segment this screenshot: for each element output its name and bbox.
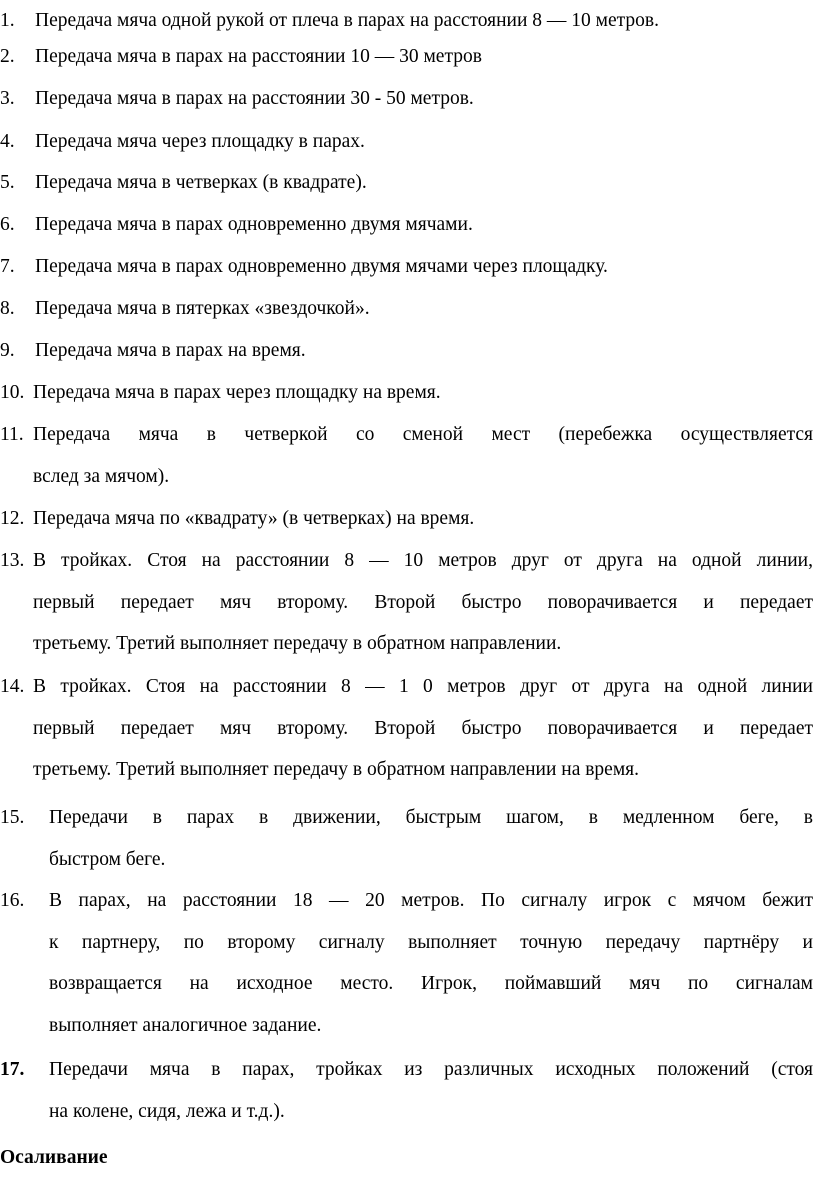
list-number: 5. [0, 172, 15, 193]
text-line: Передача мяча одной рукой от плеча в парах на расстоянии 8 — 10 метров. [35, 10, 660, 31]
text-line: Передача мяча в парах на расстоянии 10 — 30 метров [35, 46, 482, 67]
list-item-text [49, 1049, 813, 1132]
list-number: 1. [0, 10, 15, 31]
text-line: Передачи мяча в парах, тройках из различных исходных положений (стоя [49, 1059, 813, 1080]
list-number: 4. [0, 131, 15, 152]
text-line: Передачи в парах в движении, быстрым шагом, в медленном беге, в [49, 807, 813, 828]
list-item-text [33, 498, 813, 540]
list-number: 14. [0, 676, 25, 697]
text-line: Передача мяча по «квадрату» (в четверках) на время. [33, 508, 475, 529]
list-number: 17. [0, 1059, 25, 1080]
list-number: 10. [0, 382, 25, 403]
text-line: В парах, на расстоянии 18 — 20 метров. По сигналу игрок с мячом бежит [49, 890, 813, 911]
list-number: 16. [0, 890, 25, 911]
list-number: 8. [0, 298, 15, 319]
list-number: 7. [0, 256, 15, 277]
list-number: 12. [0, 508, 25, 529]
text-line: быстром беге. [49, 848, 166, 870]
text-line: В тройках. Стоя на расстоянии 8 — 1 0 метров друг от друга на одной линии [33, 676, 813, 697]
list-item-text [49, 797, 813, 880]
list-item-text [33, 372, 813, 414]
text-line: третьему. Третий выполняет передачу в обратном направлении на время. [33, 759, 640, 780]
text-line: Передача мяча в пятерках «звездочкой». [35, 298, 370, 319]
text-line: Передача мяча в парах на время. [35, 340, 306, 361]
section-heading: Осаливание [0, 1147, 108, 1168]
text-line: Передача мяча в парах одновременно двумя мячами через площадку. [35, 256, 608, 277]
list-item-text [35, 121, 813, 163]
list-item-text [35, 78, 813, 120]
text-line: вслед за мячом). [33, 465, 170, 487]
list-number: 2. [0, 46, 15, 67]
text-line: первый передает мяч второму. Второй быстро поворачивается и передает [33, 591, 813, 613]
text-line: возвращается на исходное место. Игрок, поймавший мяч по сигналам [49, 973, 813, 994]
list-item-text [33, 666, 813, 791]
text-line: Передача мяча в парах одновременно двумя мячами. [35, 214, 473, 235]
text-line: выполняет аналогичное задание. [49, 1014, 322, 1036]
text-line: В тройках. Стоя на расстоянии 8 — 10 метров друг от друга на одной линии, [33, 550, 813, 571]
text-line: на колене, сидя, лежа и т.д.). [49, 1100, 285, 1122]
text-line: Передача мяча в парах через площадку на время. [33, 382, 441, 403]
text-line: Передача мяча в парах на расстоянии 30 - 50 метров. [35, 88, 474, 109]
list-item-text [35, 246, 813, 288]
text-line: Передача мяча через площадку в парах. [35, 131, 365, 152]
list-item-text [33, 540, 813, 665]
list-item-text [35, 204, 813, 246]
list-item-text [35, 330, 813, 372]
list-number: 11. [0, 424, 24, 445]
list-number: 3. [0, 88, 15, 109]
list-number: 15. [0, 807, 25, 828]
list-item-text [49, 880, 813, 1046]
text-line: Передача мяча в четверкой со сменой мест (перебежка осуществляется [33, 424, 813, 445]
list-number: 6. [0, 214, 15, 235]
text-line: первый передает мяч второму. Второй быстро поворачивается и передает [33, 717, 813, 739]
list-item-text [35, 162, 813, 204]
list-item-text [35, 36, 813, 78]
text-line: Передача мяча в четверках (в квадрате). [35, 172, 367, 193]
list-number: 9. [0, 340, 15, 361]
list-item-text [33, 414, 813, 497]
text-line: третьему. Третий выполняет передачу в обратном направлении. [33, 633, 562, 654]
list-number: 13. [0, 550, 25, 571]
text-line: к партнеру, по второму сигналу выполняет точную передачу партнёру и [49, 931, 813, 953]
list-item-text [35, 288, 813, 330]
